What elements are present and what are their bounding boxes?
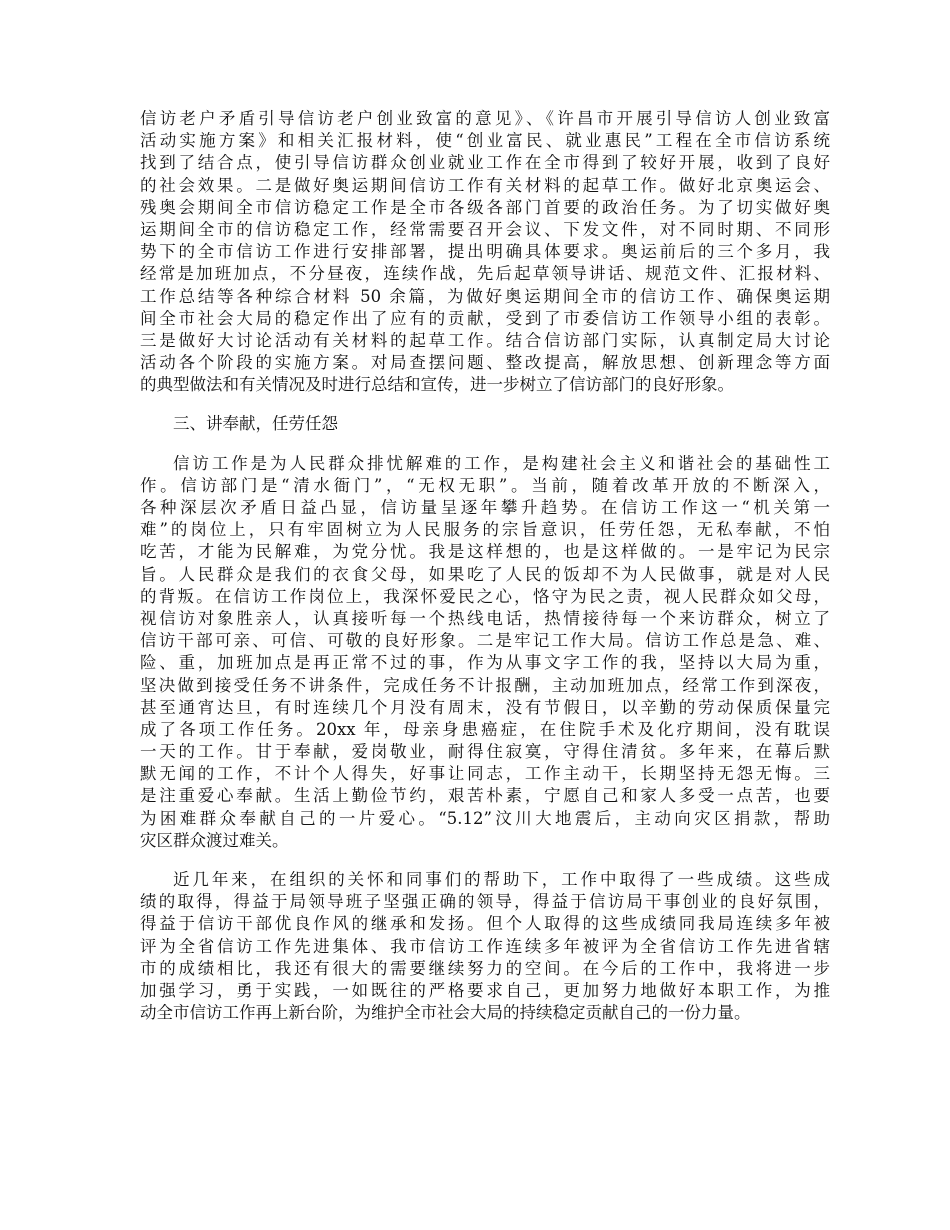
text-line: 为困难群众奉献自己的一片爱心。“5.12”汶川大地震后，主动向灾区捐款，帮助 — [140, 808, 830, 828]
paragraph-conclusion — [140, 869, 830, 1024]
text-line: 间全市社会大局的稳定作出了应有的贡献，受到了市委信访工作领导小组的表彰。 — [140, 308, 830, 328]
text-line: 残奥会期间全市信访稳定工作是全市各级各部门首要的政治任务。为了切实做好奥 — [140, 197, 830, 217]
text-line: 信访干部可亲、可信、可敬的良好形象。二是牢记工作大局。信访工作总是急、难、 — [140, 631, 830, 651]
text-line: 近几年来，在组织的关怀和同事们的帮助下，工作中取得了一些成绩。这些成 — [173, 870, 830, 889]
text-line: 难”的岗位上，只有牢固树立为人民服务的宗旨意识，任劳任怨，无私奉献，不怕 — [140, 520, 830, 540]
text-line: 默无闻的工作，不计个人得失，好事让同志，工作主动干，长期坚持无怨无悔。三 — [140, 764, 830, 784]
section-heading: 三、讲奉献，任劳任怨 — [173, 414, 338, 434]
text-line: 作。信访部门是“清水衙门”，“无权无职”。当前，随着改革开放的不断深入， — [140, 475, 830, 495]
text-line: 的典型做法和有关情况及时进行总结和宣传，进一步树立了信访部门的良好形象。 — [140, 375, 734, 395]
paragraph-gap — [140, 396, 830, 413]
text-line: 吃苦，才能为民解难，为党分忧。我是这样想的，也是这样做的。一是牢记为民宗 — [140, 542, 830, 562]
text-line: 活动各个阶段的实施方案。对局查摆问题、整改提高，解放思想、创新理念等方面 — [140, 353, 830, 373]
paragraph-continuation — [140, 108, 830, 396]
text-line: 灾区群众渡过难关。 — [140, 830, 289, 850]
text-line: 活动实施方案》和相关汇报材料，使“创业富民、就业惠民”工程在全市信访系统 — [140, 131, 830, 151]
text-line: 的背叛。在信访工作岗位上，我深怀爱民之心，恪守为民之责，视人民群众如父母， — [140, 586, 830, 606]
text-line: 一天的工作。甘于奉献，爱岗敬业，耐得住寂寞，守得住清贫。多年来，在幕后默 — [140, 742, 830, 762]
text-line: 运期间全市的信访稳定工作，经常需要召开会议、下发文件，对不同时期、不同形 — [140, 219, 830, 239]
text-line: 信访工作是为人民群众排忧解难的工作，是构建社会主义和谐社会的基础性工 — [173, 453, 830, 473]
text-line: 找到了结合点，使引导信访群众创业就业工作在全市得到了较好开展，收到了良好 — [140, 153, 830, 173]
text-line: 各种深层次矛盾日益凸显，信访量呈逐年攀升趋势。在信访工作这一“机关第一 — [140, 498, 830, 517]
text-line: 信访老户矛盾引导信访老户创业致富的意见》、《许昌市开展引导信访人创业致富 — [140, 109, 830, 128]
text-line: 经常是加班加点，不分昼夜，连续作战，先后起草领导讲话、规范文件、汇报材料、 — [140, 264, 830, 284]
text-line: 得益于信访干部优良作风的继承和发扬。但个人取得的这些成绩同我局连续多年被 — [140, 914, 830, 934]
text-line: 工作总结等各种综合材料 50 余篇，为做好奥运期间全市的信访工作、确保奥运期 — [140, 286, 830, 306]
paragraph-dedication — [140, 453, 830, 852]
text-line: 势下的全市信访工作进行安排部署，提出明确具体要求。奥运前后的三个多月，我 — [140, 242, 830, 262]
text-line: 视信访对象胜亲人，认真接听每一个热线电话，热情接待每一个来访群众，树立了 — [140, 608, 830, 628]
text-line: 三是做好大讨论活动有关材料的起草工作。结合信访部门实际，认真制定局大讨论 — [140, 330, 830, 350]
paragraph-gap — [140, 852, 830, 869]
text-line: 是注重爱心奉献。生活上勤俭节约，艰苦朴素，宁愿自己和家人多受一点苦，也要 — [140, 786, 830, 806]
text-line: 加强学习，勇于实践，一如既往的严格要求自己，更加努力地做好本职工作，为推 — [140, 980, 830, 1000]
text-line: 险、重，加班加点是再正常不过的事，作为从事文字工作的我，坚持以大局为重， — [140, 653, 830, 673]
text-line: 评为全省信访工作先进集体、我市信访工作连续多年被评为全省信访工作先进省辖 — [140, 936, 830, 956]
text-line: 市的成绩相比，我还有很大的需要继续努力的空间。在今后的工作中，我将进一步 — [140, 958, 830, 978]
paragraph-gap — [140, 436, 830, 453]
text-line: 的社会效果。二是做好奥运期间信访工作有关材料的起草工作。做好北京奥运会、 — [140, 175, 830, 195]
text-line: 动全市信访工作再上新台阶，为维护全市社会大局的持续稳定贡献自己的一份力量。 — [140, 1003, 751, 1023]
text-line: 甚至通宵达旦，有时连续几个月没有周末，没有节假日，以辛勤的劳动保质保量完 — [140, 697, 830, 717]
text-line: 坚决做到接受任务不讲条件，完成任务不计报酬，主动加班加点，经常工作到深夜， — [140, 675, 830, 695]
document-page — [140, 108, 830, 1024]
text-line: 成了各项工作任务。20xx 年，母亲身患癌症，在住院手术及化疗期间，没有耽误 — [140, 719, 830, 739]
text-line: 旨。人民群众是我们的衣食父母，如果吃了人民的饭却不为人民做事，就是对人民 — [140, 564, 830, 584]
text-line: 绩的取得，得益于局领导班子坚强正确的领导，得益于信访局干事创业的良好氛围， — [140, 892, 830, 912]
